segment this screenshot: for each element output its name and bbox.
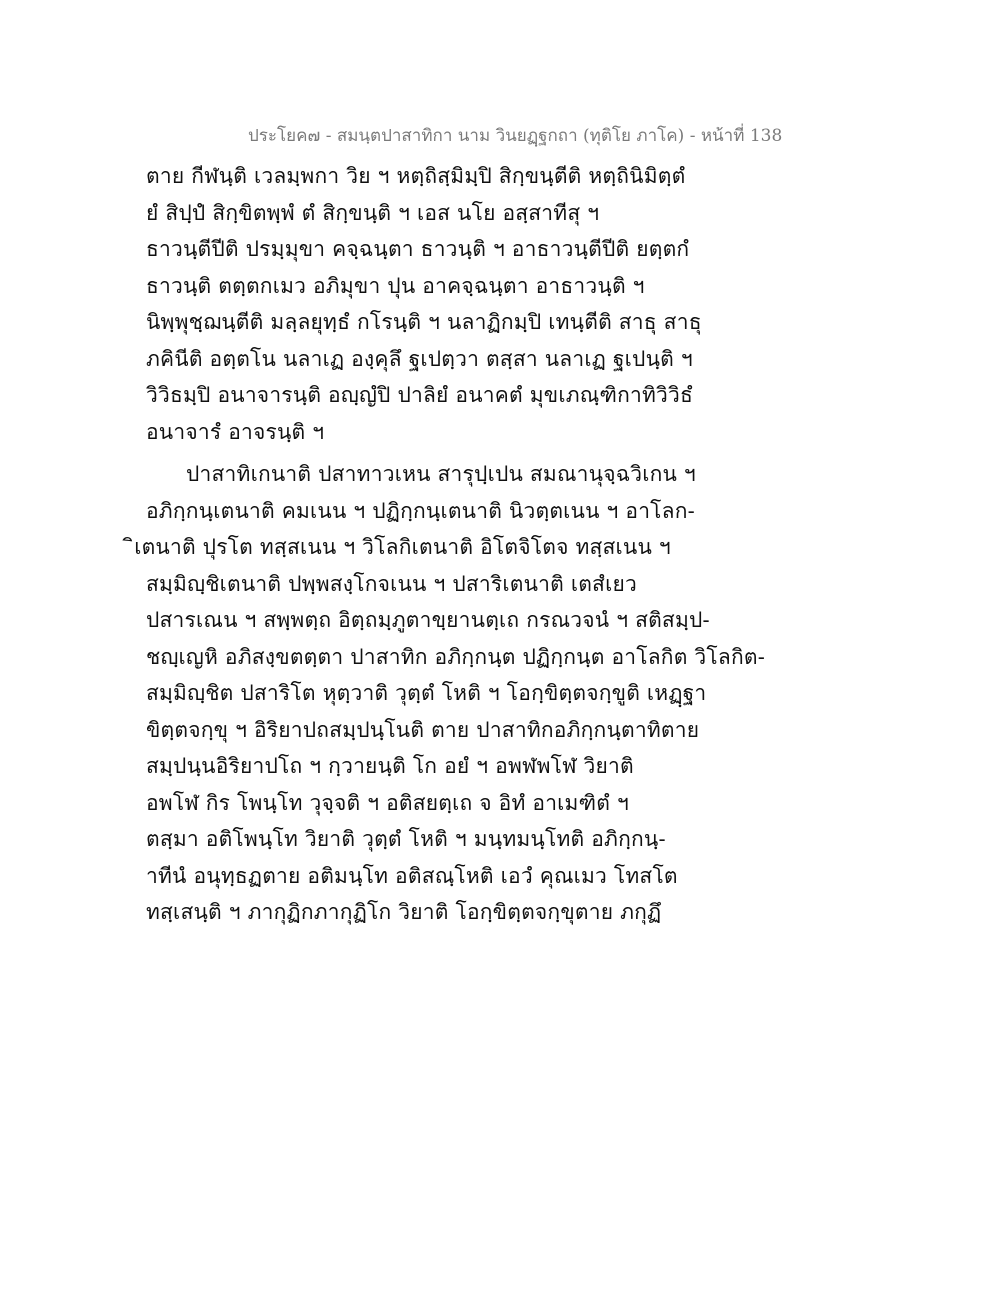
paragraph bbox=[146, 158, 866, 450]
text-line: อพโฬ กิร โพนฺโท วุจฺจติ ฯ อติสยตฺเถ จ อิทํ อาเมฑิตํ ฯ bbox=[146, 790, 629, 815]
text-line: ภคินีติ อตฺตโน นลาเฏ องฺคุลึ ฐเปตฺวา ตสฺสา นลาเฏ ฐเปนฺติ ฯ bbox=[146, 346, 693, 371]
text-line: ปาสาทิเกนาติ ปสาทาวเหน สารุปฺเปน สมณานุจฺฉวิเกน ฯ bbox=[186, 462, 696, 486]
running-header: ประโยค๗ - สมนฺตปาสาทิกา นาม วินยฏฺฐกถา (ทุติโย ภาโค) - หน้าที่ 138 bbox=[248, 126, 783, 146]
text-line: ยํ สิปฺปํ สิกฺขิตพฺพํ ตํ สิกฺขนฺติ ฯ เอส นโย อสฺสาทีสุ ฯ bbox=[146, 200, 600, 225]
text-line: ทสฺเสนฺติ ฯ ภากุฏิกภากุฏิโก วิยาติ โอกฺขิตฺตจกฺขุตาย ภกุฏึ bbox=[146, 900, 662, 924]
text-line: สมฺปนฺนอิริยาปโถ ฯ กฺวายนฺติ โก อยํ ฯ อพฬพโฬ วิยาติ bbox=[146, 754, 634, 778]
text-line: ิเตนาติ ปุรโต ทสฺสเนน ฯ วิโลกิเตนาติ อิโตจิโตจ ทสฺสเนน ฯ bbox=[134, 535, 671, 559]
text-line: ชญฺเญหิ อภิสงฺขตตฺตา ปาสาทิก อภิกฺกนฺต ปฏิกฺกนฺต อาโลกิต วิโลกิต- bbox=[146, 644, 766, 669]
paragraph bbox=[134, 456, 866, 931]
text-line: ขิตฺตจกฺขุ ฯ อิริยาปถสมฺปนฺโนติ ตาย ปาสาทิกอภิกฺกนฺตาทิตาย bbox=[146, 717, 700, 742]
text-line: วิวิธมฺปิ อนาจารนฺติ อญฺญํปิ ปาลิยํ อนาคตํ มุขเภณฺฑิกาทิวิวิธํ bbox=[146, 383, 694, 407]
text-line: สมฺมิญฺชิต ปสาริโต หุตฺวาติ วุตฺตํ โหติ ฯ โอกฺขิตฺตจกฺขูติ เหฏฺฐา bbox=[146, 681, 707, 705]
text-line: อนาจารํ อาจรนฺติ ฯ bbox=[146, 419, 325, 444]
text-line: ธาวนฺติ ตตฺตกเมว อภิมุขา ปุน อาคจฺฉนฺตา อาธาวนฺติ ฯ bbox=[146, 273, 645, 298]
text-line: ตาย กีฬนฺติ เวลมฺพกา วิย ฯ หตฺถิสฺมิมฺปิ สิกฺขนฺตีติ หตฺถินิมิตฺตํ bbox=[146, 164, 686, 188]
text-line: ปสารเณน ฯ สพฺพตฺถ อิตฺถมฺภูตาขฺยานตฺเถ กรณวจนํ ฯ สติสมฺป- bbox=[146, 608, 710, 632]
text-line: อภิกฺกนฺเตนาติ คมเนน ฯ ปฏิกฺกนฺเตนาติ นิวตฺตเนน ฯ อาโลก- bbox=[146, 498, 695, 523]
text-line: ตสฺมา อติโพนฺโท วิยาติ วุตฺตํ โหติ ฯ มนฺทมนฺโทติ อภิกฺกนฺ- bbox=[146, 827, 666, 851]
text-line: นิพฺพุชฺฌนฺตีติ มลฺลยุทฺธํ กโรนฺติ ฯ นลาฏิกมฺปิ เทนฺตีติ สาธุ สาธุ bbox=[146, 310, 702, 334]
text-line: ธาวนฺตีปีติ ปรมฺมุขา คจฺฉนฺตา ธาวนฺติ ฯ อาธาวนฺตีปีติ ยตฺตกํ bbox=[146, 237, 690, 261]
text-line: าทีนํ อนุทฺธฏตาย อติมนฺโท อติสณฺโหติ เอวํ คุณเมว โทสโต bbox=[146, 863, 678, 888]
body-text bbox=[134, 158, 866, 931]
text-line: สมฺมิญฺชิเตนาติ ปพฺพสงฺโกจเนน ฯ ปสาริเตนาติ เตสํเยว bbox=[146, 571, 637, 596]
